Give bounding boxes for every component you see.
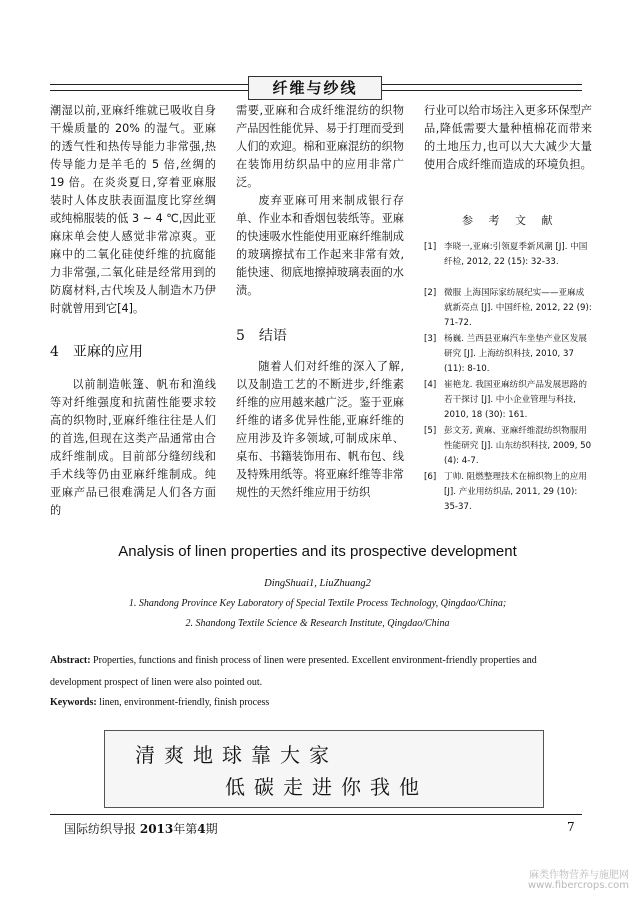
section-4-heading: [50, 341, 143, 361]
col2-paragraph-2: 废弃亚麻可用来制成银行存单、作业本和香烟包装纸等。亚麻的快速吸水性能使用亚麻纤维制成的玻璃擦拭布工作起来非常有效,能快速、彻底地擦掉玻璃表面的水渍。: [236, 194, 404, 297]
section-4-number: 4: [50, 344, 59, 360]
journal-issue: 4: [197, 822, 206, 836]
reference-item: [424, 378, 592, 423]
reference-text: 微服 上海国际家纺展纪实——亚麻成就新亮点 [J]. 中国纤检, 2012, 22 (9): 71-72.: [444, 288, 592, 328]
slogan-line-2: 低碳走进你我他: [225, 775, 428, 799]
column-1-lower: [50, 376, 216, 520]
col3-paragraph: 行业可以给市场注入更多环保型产品,降低需要大量种植棉花而带来的土地压力,也可以大大减少大量使用合成纤维而造成的环境负担。: [424, 104, 592, 171]
reference-number: [5]: [424, 426, 437, 436]
reference-text: 李晓一,亚麻:引领夏季新风潮 [J]. 中国纤检, 2012, 22 (15): 32-33.: [444, 242, 588, 267]
reference-item: [424, 286, 592, 331]
slogan-line-1: 清爽地球靠大家: [135, 743, 338, 767]
reference-text: 彭文芳, 黄麻、亚麻纤维混纺织物服用性能研究 [J]. 山东纺织科技, 2009, 50 (4): 4-7.: [444, 426, 592, 466]
watermark-line-2: www.fibercrops.com: [527, 880, 629, 891]
journal-nian-di: 年第: [173, 822, 198, 836]
col2-paragraph-1: 需要,亚麻和合成纤维混纺的织物产品因性能优异、易于打理而受到人们的欢迎。棉和亚麻混纺的织物在装饰用纺织品中的应用非常广泛。: [236, 104, 404, 189]
reference-item: [424, 240, 592, 270]
footer-rule: [50, 814, 582, 815]
col1-paragraph: 潮湿以前,亚麻纤维就已吸收自身干燥质量的 20% 的湿气。亚麻的透气性和热传导能力非常强,热传导能力是羊毛的 5 倍,丝绸的 19 倍。在炎炎夏日,穿着亚麻服装时人体皮肤表面温度比穿丝绸或纯棉服装的低 3 ~ 4 ℃,因此亚麻床单会使人感觉非常凉爽。亚麻中的二氧化硅使纤维的抗腐能力非常强,二氧化硅是经常用到的防腐材料,古代埃及人制造木乃伊时就曾用到它[4]。: [50, 104, 216, 315]
reference-number: [1]: [424, 242, 437, 252]
section-4-title: 亚麻的应用: [72, 344, 143, 360]
reference-text: 杨巍. 兰西县亚麻汽车坐垫产业区发展研究 [J]. 上海纺织科技, 2010, 37 (11): 8-10.: [444, 334, 587, 374]
column-3: [424, 102, 592, 174]
references-title: 参 考 文 献: [462, 214, 559, 227]
section-5-title: 结语: [258, 328, 287, 344]
reference-item: [424, 332, 592, 377]
abstract-block: [50, 650, 590, 694]
english-affiliation-2: 2. Shandong Textile Science & Research Institute, Qingdao/China: [185, 618, 450, 629]
english-affiliation-1: 1. Shandong Province Key Laboratory of Special Textile Process Technology, Qingdao/China;: [128, 598, 507, 609]
column-1: [50, 102, 216, 318]
journal-name: 国际纺织导报: [64, 822, 137, 836]
reference-item: [424, 424, 592, 469]
reference-number: [6]: [424, 472, 437, 482]
watermark-line-1: 麻类作物营养与施肥网: [529, 870, 629, 881]
reference-number: [3]: [424, 334, 437, 344]
abstract-label: Abstract:: [50, 655, 91, 666]
abstract-text: Properties, functions and finish process of linen were presented. Excellent environment-friendly properties and development prospect of linen were also pointed out.: [50, 655, 537, 688]
reference-text: 丁帅. 阻燃整理技术在棉织物上的应用 [J]. 产业用纺织品, 2011, 29 (10): 35-37.: [444, 472, 587, 512]
reference-item: [424, 470, 592, 515]
section-4-paragraph: 以前制造帐篷、帆布和渔线等对纤维强度和抗菌性能要求较高的织物时,亚麻纤维往往是人们的首选,但现在这类产品通常由合成纤维制成。目前部分缝纫线和手术线等仍由亚麻纤维制成。纯亚麻产品已很难满足人们各方面的: [50, 378, 216, 517]
reference-number: [4]: [424, 380, 437, 390]
reference-number: [2]: [424, 288, 437, 298]
section-5-paragraph: 随着人们对纤维的深入了解,以及制造工艺的不断进步,纤维素纤维的应用越来越广泛。鉴于亚麻纤维的诸多优异性能,亚麻纤维的应用涉及许多领域,可制成床单、桌布、书籍装饰用布、帆布包、线及特殊用纸等。将亚麻纤维等非常规性的天然纤维应用于纺织: [236, 360, 404, 499]
slogan-box: [104, 730, 544, 808]
column-2: [236, 102, 404, 300]
reference-text: 崔艳龙. 我国亚麻纺织产品发展思路的若干探讨 [J]. 中小企业管理与科技, 2010, 18 (30): 161.: [444, 380, 587, 420]
journal-qi: 期: [205, 822, 218, 836]
keywords-block: [50, 692, 590, 714]
section-5-heading: [236, 325, 287, 345]
column-2-lower: [236, 358, 404, 502]
keywords-label: Keywords:: [50, 697, 97, 708]
journal-footer: [64, 820, 218, 837]
keywords-text: linen, environment-friendly, finish process: [99, 697, 270, 708]
section-tag: 纤维与纱线: [248, 76, 382, 100]
section-5-number: 5: [236, 328, 245, 344]
english-title: Analysis of linen properties and its prospective development: [118, 543, 517, 560]
page-number: 7: [567, 820, 575, 834]
journal-year: 2013: [139, 822, 174, 836]
english-authors: DingShuai1, LiuZhuang2: [264, 578, 371, 589]
